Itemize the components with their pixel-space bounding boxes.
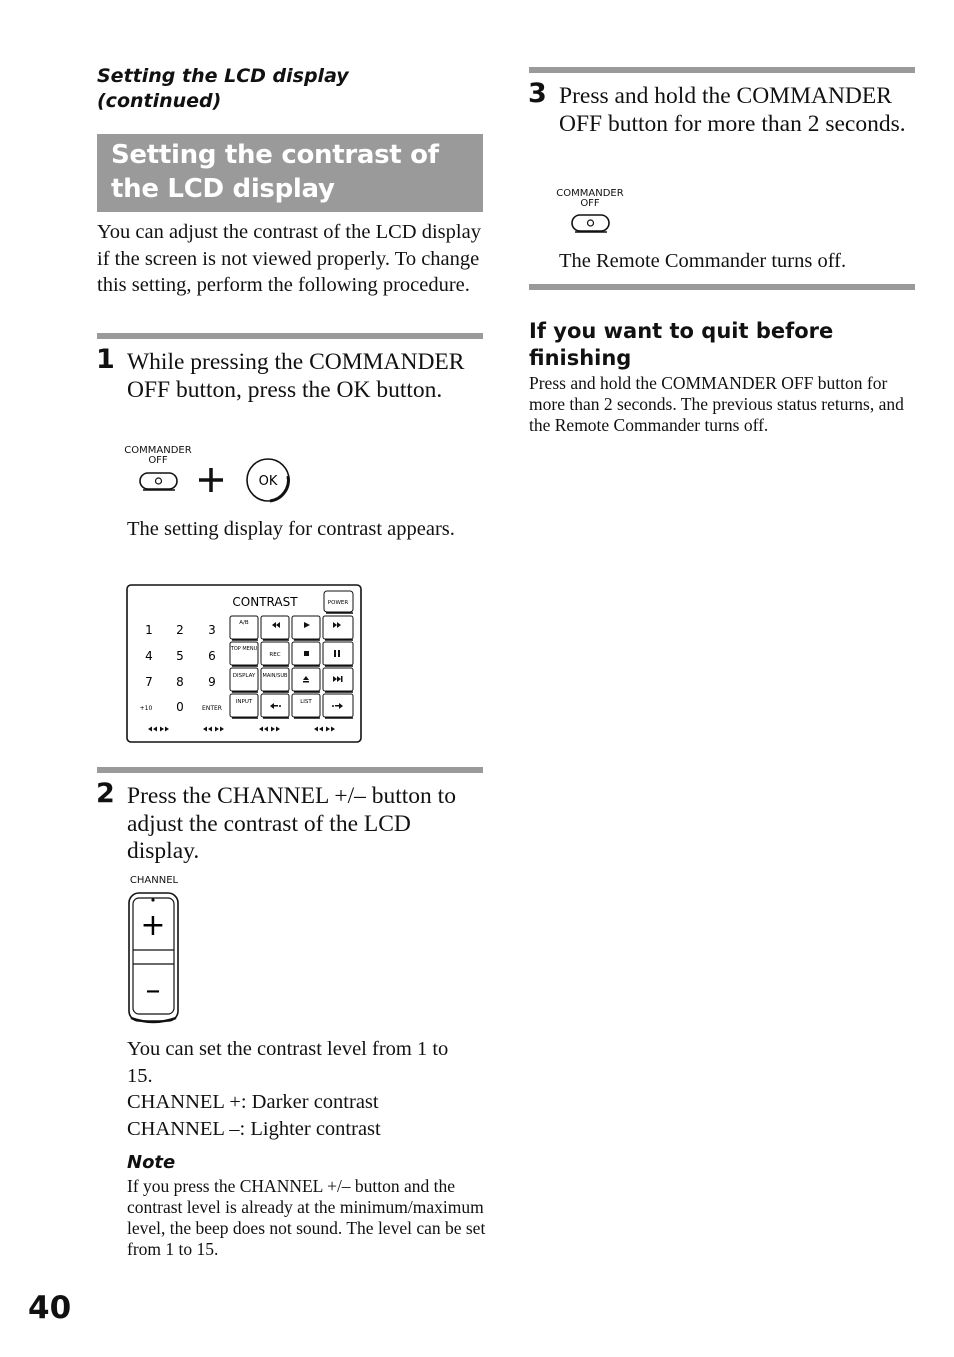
step2-line2: CHANNEL +: Darker contrast xyxy=(127,1091,379,1113)
page-number: 40 xyxy=(28,1290,72,1326)
lcd-display: DISPLAY xyxy=(232,673,256,679)
step2-number: 2 xyxy=(96,778,115,809)
section-title: Setting the contrast of the LCD display xyxy=(111,140,439,204)
step2-line1: You can set the contrast level from 1 to 15. xyxy=(127,1038,449,1087)
step3-commander-off-label: COMMANDER OFF xyxy=(556,188,624,209)
lcd-list: LIST xyxy=(300,699,312,705)
lcd-digit: 2 xyxy=(176,623,184,637)
step2-body xyxy=(127,1036,477,1142)
section-title-bar xyxy=(97,134,483,212)
step1-commander-off-button-icon xyxy=(138,468,180,494)
channel-minus-symbol: – xyxy=(145,973,161,1008)
lcd-digit: 1 xyxy=(145,623,153,637)
lcd-input: INPUT xyxy=(235,699,253,705)
step1-commander-off-label: COMMANDER OFF xyxy=(124,445,192,466)
lcd-ab: A/B xyxy=(239,620,249,626)
quit-text: Press and hold the COMMANDER OFF button for more than 2 seconds. The previous status returns, and the Remote Commander turns off. xyxy=(529,373,904,435)
lcd-enter: ENTER xyxy=(202,705,222,712)
quit-heading: If you want to quit before finishing xyxy=(529,319,834,370)
lcd-digit: 0 xyxy=(176,700,184,714)
lcd-power: POWER xyxy=(327,600,349,606)
step3-rule xyxy=(529,67,915,73)
lcd-rec: REC xyxy=(269,652,281,658)
plus-icon xyxy=(196,465,226,495)
step3-number: 3 xyxy=(528,78,547,109)
step3-result: The Remote Commander turns off. xyxy=(559,250,847,272)
ok-label: OK xyxy=(258,474,278,489)
step2-text: Press the CHANNEL +/– button to adjust the contrast of the LCD display. xyxy=(127,783,456,864)
step1-number: 1 xyxy=(96,344,115,375)
step1-rule xyxy=(97,333,483,339)
channel-plus-symbol: + xyxy=(140,908,166,943)
lcd-digit: 7 xyxy=(145,675,153,689)
lcd-contrast-screen xyxy=(126,584,362,743)
lcd-digit: 5 xyxy=(176,649,184,663)
intro-paragraph: You can adjust the contrast of the LCD display if the screen is not viewed properly. To change this setting, perform the following procedure. xyxy=(97,221,481,296)
lcd-main-sub: MAIN/SUB xyxy=(262,673,288,679)
lcd-digit: 6 xyxy=(208,649,216,663)
step3-bottom-rule xyxy=(529,284,915,290)
channel-rocker-button-icon xyxy=(126,890,182,1026)
step2-rule xyxy=(97,767,483,773)
lcd-top-menu: TOP MENU xyxy=(230,646,258,652)
lcd-digit: 3 xyxy=(208,623,216,637)
lcd-title: CONTRAST xyxy=(232,595,298,609)
lcd-digit: 9 xyxy=(208,675,216,689)
step2-line3: CHANNEL –: Lighter contrast xyxy=(127,1117,381,1140)
lcd-plus10: +10 xyxy=(139,705,153,712)
step3-commander-off-button-icon xyxy=(570,210,612,236)
note-heading: Note xyxy=(127,1152,176,1173)
step3-text: Press and hold the COMMANDER OFF button for more than 2 seconds. xyxy=(559,83,906,137)
lcd-digit: 8 xyxy=(176,675,184,689)
lcd-digit: 4 xyxy=(145,649,153,663)
channel-label: CHANNEL xyxy=(129,875,179,886)
ok-button-icon xyxy=(244,457,296,505)
step1-text: While pressing the COMMANDER OFF button, press the OK button. xyxy=(127,349,465,403)
step1-result: The setting display for contrast appears. xyxy=(127,518,455,540)
running-head: Setting the LCD display (continued) xyxy=(97,65,349,112)
note-text: If you press the CHANNEL +/– button and the contrast level is already at the minimum/maximum level, the beep does not sound. The level can be set from 1 to 15. xyxy=(127,1176,486,1259)
